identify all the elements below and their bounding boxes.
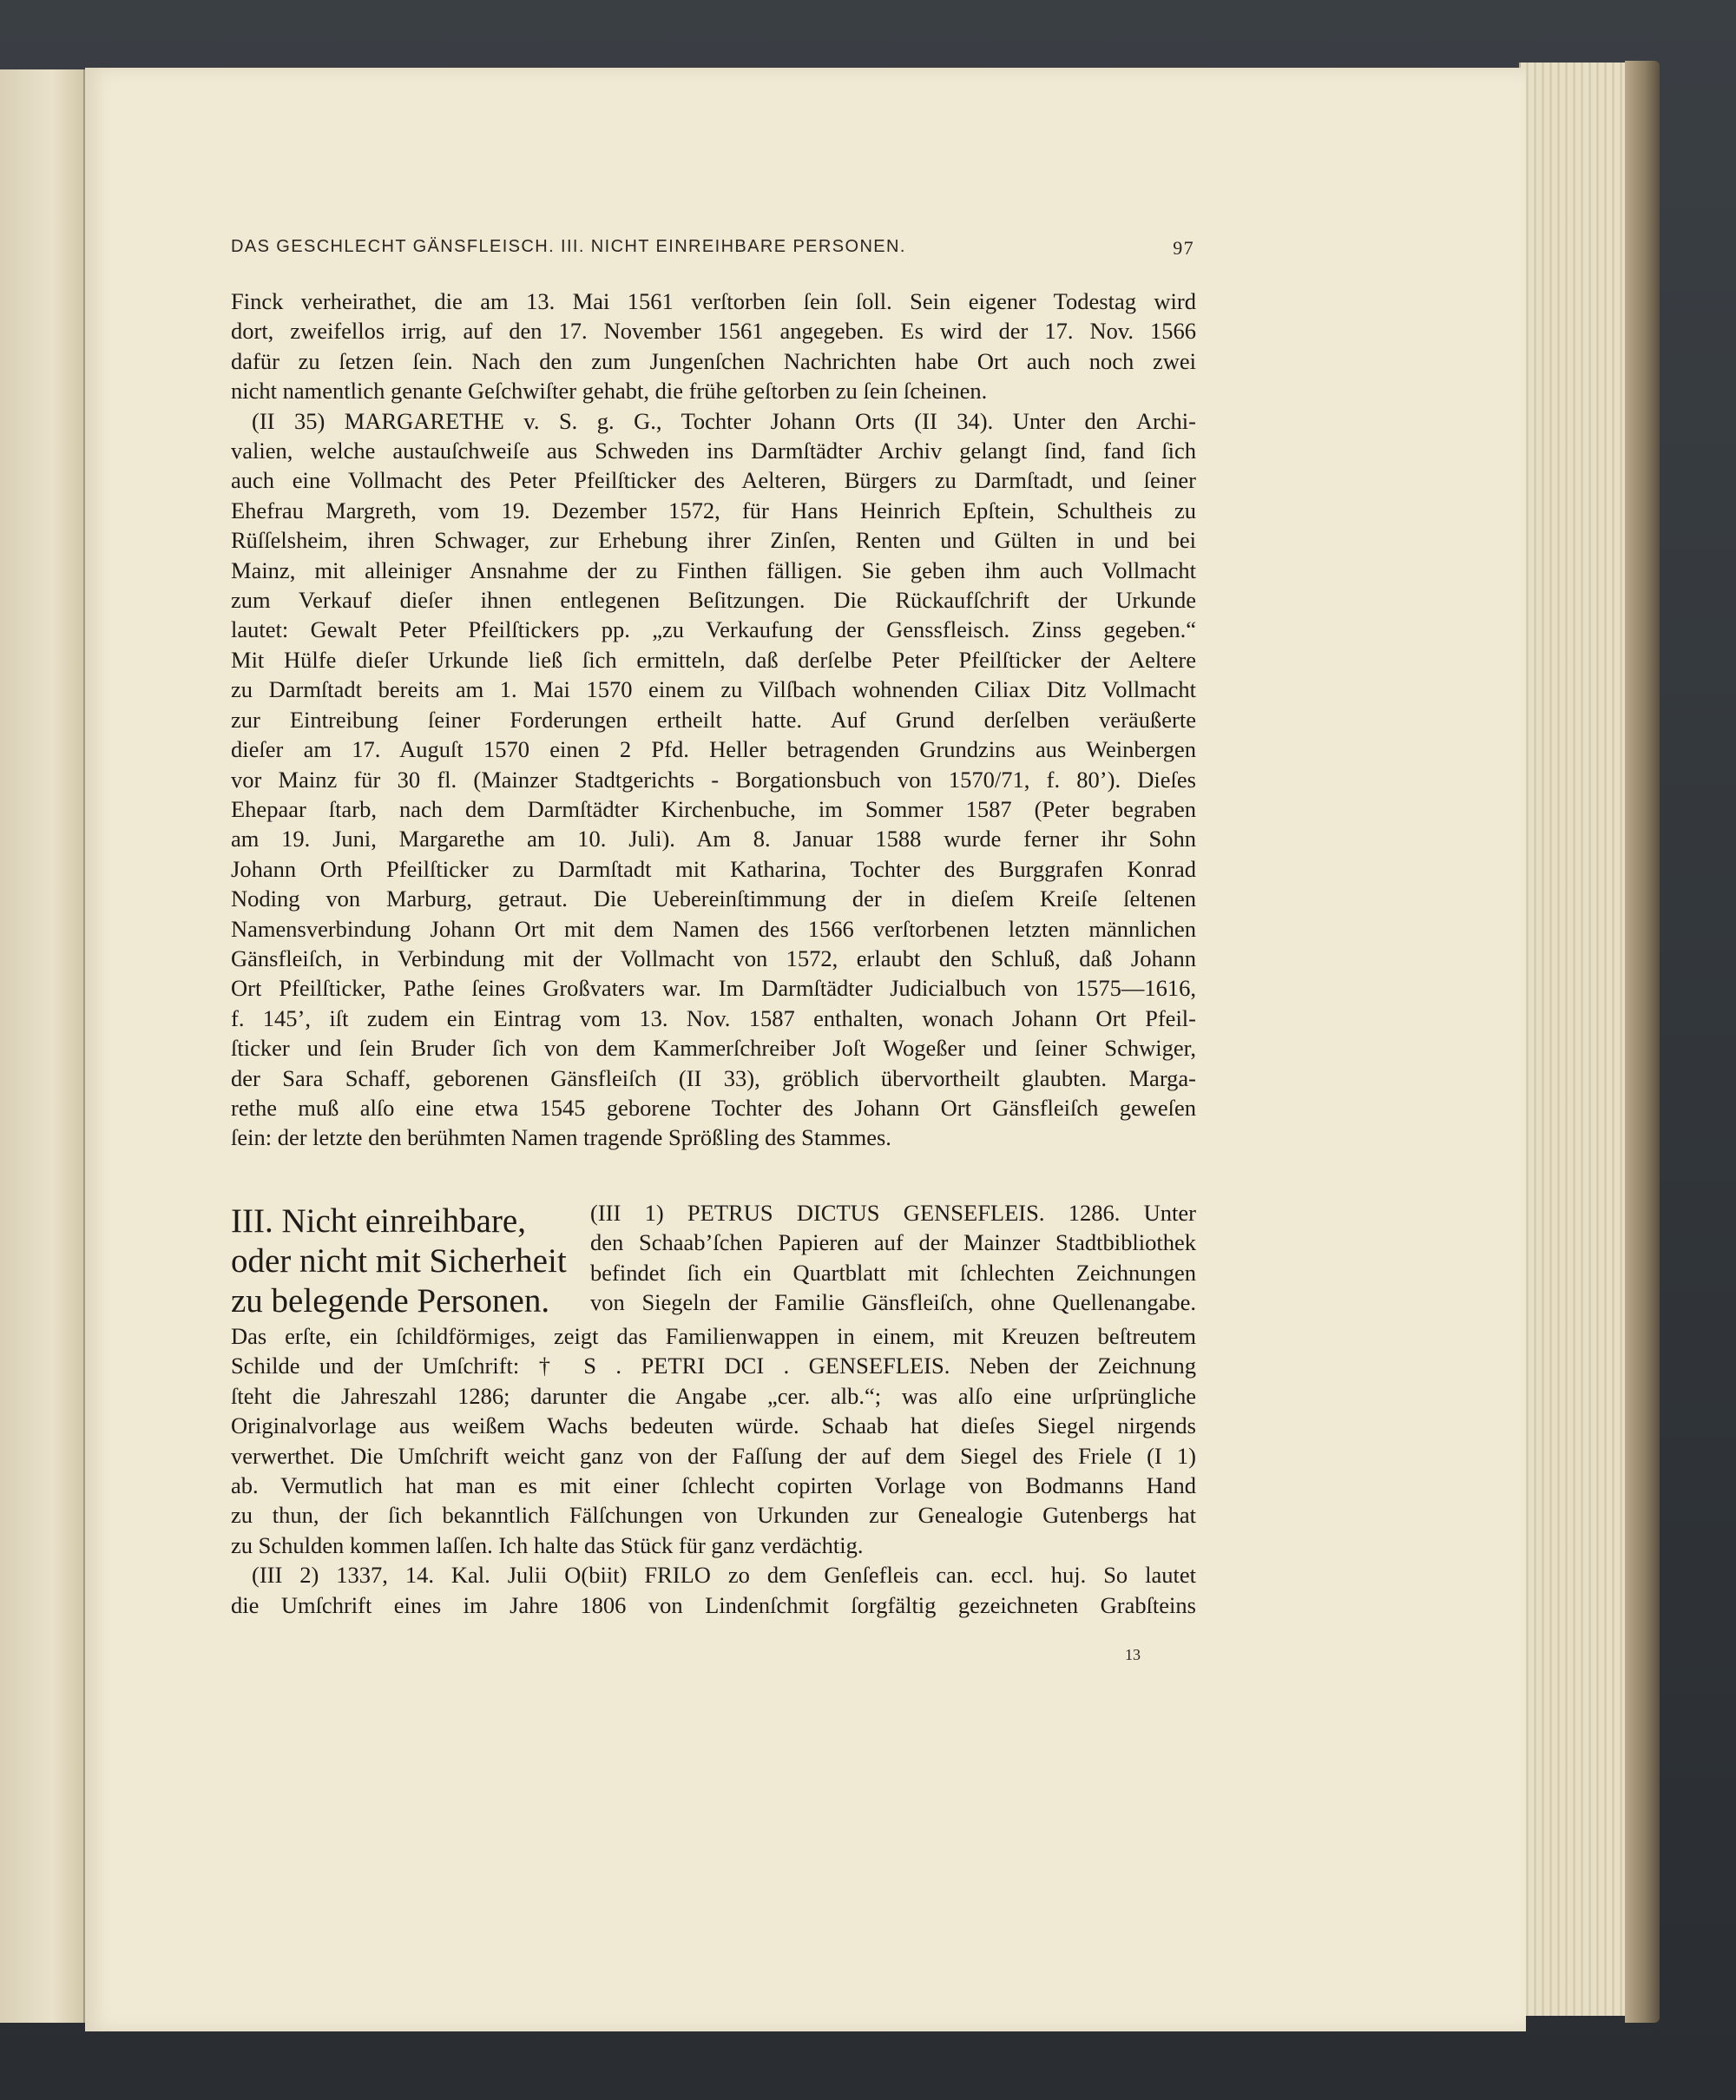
- text-line: Gänsfleiſch, in Verbindung mit der Vollmacht von 1572, erlaubt den Schluß, daß Johann: [231, 945, 1196, 971]
- text-line: Noding von Marburg, getraut. Die Uebereinſtimmung der in dieſem Kreiſe ſeltenen: [231, 885, 1196, 912]
- text-line: (II 35) MARGARETHE v. S. g. G., Tochter Johann Orts (II 34). Unter den Archi-: [252, 407, 1196, 434]
- text-line: zu Darmſtadt bereits am 1. Mai 1570 einem zu Vilſbach wohnenden Ciliax Ditz Vollmacht: [231, 676, 1196, 703]
- text-line: von Siegeln der Familie Gänsfleiſch, ohne Quellenangabe.: [590, 1289, 1196, 1316]
- text-line: Johann Orth Pfeilſticker zu Darmſtadt mit Katharina, Tochter des Burggrafen Konrad: [231, 855, 1196, 882]
- section-body-text: [231, 1321, 1196, 1620]
- text-line: rethe muß alſo eine etwa 1545 geborene Tochter des Johann Ort Gänsfleiſch geweſen: [231, 1094, 1196, 1121]
- text-line: f. 145’, iſt zudem ein Eintrag vom 13. Nov. 1587 enthalten, wonach Johann Ort Pfeil-: [231, 1004, 1196, 1031]
- text-line: valien, welche austauſchweiſe aus Schweden ins Darmſtädter Archiv gelangt ſind, fand ſich: [231, 438, 1196, 464]
- text-line: zur Eintreibung ſeiner Forderungen ertheilt hatte. Auf Grund derſelben veräußerte: [231, 706, 1196, 733]
- text-line: Ehepaar ſtarb, nach dem Darmſtädter Kirchenbuche, im Sommer 1587 (Peter begraben: [231, 795, 1196, 822]
- text-line: Namensverbindung Johann Ort mit dem Namen des 1566 verſtorbenen letzten männlichen: [231, 915, 1196, 942]
- text-line: Originalvorlage aus weißem Wachs bedeuten würde. Schaab hat dieſes Siegel nirgends: [231, 1412, 1196, 1439]
- text-line: die Umſchrift eines im Jahre 1806 von Lindenſchmit ſorgfältig gezeichneten Grabſteins: [231, 1591, 1196, 1618]
- text-line: zu Schulden kommen laſſen. Ich halte das Stück für ganz verdächtig.: [231, 1531, 864, 1558]
- text-line: Finck verheirathet, die am 13. Mai 1561 verſtorben ſein ſoll. Sein eigener Todestag wird: [231, 288, 1196, 314]
- text-line: ſteht die Jahreszahl 1286; darunter die Angabe „cer. alb.“; was alſo eine urſprüngliche: [231, 1382, 1196, 1409]
- running-title: DAS GESCHLECHT GÄNSFLEISCH. III. NICHT EINREIHBARE PERSONEN.: [231, 237, 906, 256]
- text-line: am 19. Juni, Margarethe am 10. Juli). Am 8. Januar 1588 wurde ferner ihr Sohn: [231, 826, 1196, 853]
- text-line: zu thun, der ſich bekanntlich Fälſchungen von Urkunden zur Genealogie Gutenbergs hat: [231, 1502, 1196, 1529]
- section-heading-line: III. Nicht einreihbare,: [231, 1202, 526, 1240]
- book-cover-edge: [1625, 61, 1660, 2023]
- text-line: Ehefrau Margreth, vom 19. Dezember 1572, für Hans Heinrich Epſtein, Schultheis zu: [231, 497, 1196, 523]
- paragraph-2: [231, 406, 1196, 1153]
- text-line: dafür zu ſetzen ſein. Nach den zum Jungenſchen Nachrichten habe Ort auch noch zwei: [231, 347, 1196, 374]
- left-page-edge: [0, 69, 89, 2023]
- text-line: der Sara Schaff, geborenen Gänsfleiſch (II 33), gröblich übervortheilt glaubten. Marga-: [231, 1064, 1196, 1091]
- text-line: ſein: der letzte den berühmten Namen tragende Sprößling des Stammes.: [231, 1124, 891, 1151]
- text-line: Mit Hülfe dieſer Urkunde ließ ſich ermitteln, daß derſelbe Peter Pfeilſticker der Aeltere: [231, 646, 1196, 673]
- text-line: verwerthet. Die Umſchrift weicht ganz von der Faſſung der auf dem Siegel des Friele (I 1): [231, 1442, 1196, 1469]
- text-line: Mainz, mit alleiniger Ansnahme der zu Finthen fälligen. Sie geben ihm auch Vollmacht: [231, 556, 1196, 583]
- text-line: zum Verkauf dieſer ihnen entlegenen Beſitzungen. Die Rückaufſchrift der Urkunde: [231, 587, 1196, 614]
- text-line: den Schaab’ſchen Papieren auf der Mainzer Stadtbibliothek: [590, 1229, 1196, 1256]
- text-line: Rüſſelsheim, ihren Schwager, zur Erhebung ihrer Zinſen, Renten und Gülten in und bei: [231, 527, 1196, 554]
- text-line: ab. Vermutlich hat man es mit einer ſchlecht copirten Vorlage von Bodmanns Hand: [231, 1472, 1196, 1499]
- signature-mark: 13: [1125, 1646, 1141, 1663]
- main-text: [231, 286, 1196, 1153]
- text-line: lautet: Gewalt Peter Pfeilſtickers pp. „zu Verkaufung der Genssfleisch. Zinss gegeben.“: [231, 616, 1196, 643]
- text-line: vor Mainz für 30 fl. (Mainzer Stadtgerichts - Borgationsbuch von 1570/71, f. 80’). Dieſes: [231, 766, 1196, 793]
- text-line: auch eine Vollmacht des Peter Pfeilſticker des Aelteren, Bürgers zu Darmſtadt, und ſeiner: [231, 467, 1196, 494]
- section-side-text: [590, 1198, 1196, 1318]
- paragraph-1: [231, 286, 1196, 406]
- text-line: Schilde und der Umſchrift: † S . PETRI DCI . GENSEFLEIS. Neben der Zeichnung: [231, 1353, 1196, 1379]
- text-line: befindet ſich ein Quartblatt mit ſchlechten Zeichnungen: [590, 1259, 1196, 1286]
- text-line: (III 1) PETRUS DICTUS GENSEFLEIS. 1286. Unter: [590, 1200, 1196, 1226]
- section-heading: [231, 1201, 578, 1321]
- text-line: dieſer am 17. Auguſt 1570 einen 2 Pfd. Heller betragenden Grundzins aus Weinbergen: [231, 736, 1196, 763]
- text-line: Ort Pfeilſticker, Pathe ſeines Großvaters war. Im Darmſtädter Judicialbuch von 1575—1616,: [231, 975, 1196, 1002]
- section-heading-line: zu belegende Personen.: [231, 1282, 550, 1320]
- text-line: nicht namentlich genante Geſchwiſter gehabt, die frühe geſtorben zu ſein ſcheinen.: [231, 378, 988, 405]
- text-line: ſticker und ſein Bruder ſich von dem Kammerſchreiber Joſt Wogeßer und ſeiner Schwiger,: [231, 1035, 1196, 1062]
- page-number: 97: [1173, 237, 1194, 259]
- text-line: (III 2) 1337, 14. Kal. Julii O(biit) FRILO zo dem Genſefleis can. eccl. huj. So lautet: [252, 1562, 1196, 1589]
- running-header: [231, 237, 1194, 267]
- text-line: Das erſte, ein ſchildförmiges, zeigt das Familienwappen in einem, mit Kreuzen beſtreutem: [231, 1323, 1196, 1349]
- section-heading-line: oder nicht mit Sicherheit: [231, 1242, 567, 1280]
- text-line: dort, zweifellos irrig, auf den 17. November 1561 angegeben. Es wird der 17. Nov. 1566: [231, 318, 1196, 345]
